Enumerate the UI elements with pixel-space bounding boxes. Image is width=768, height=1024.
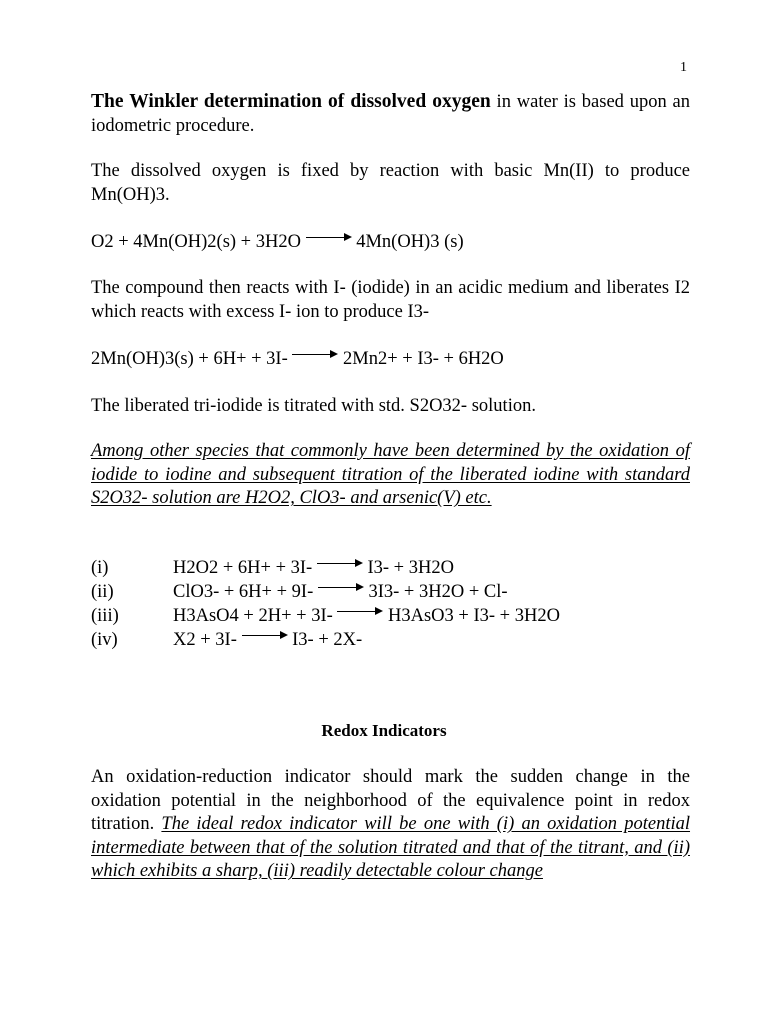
liberated-paragraph: The liberated tri-iodide is titrated with std. S2O32- solution. xyxy=(91,396,536,416)
section-heading: Redox Indicators xyxy=(321,721,447,740)
reaction-number: (iv) xyxy=(91,630,118,650)
equation-1-lhs: O2 + 4Mn(OH)2(s) + 3H2O xyxy=(91,232,301,252)
intro-paragraph xyxy=(91,90,690,138)
reaction-arrow-icon xyxy=(317,559,363,569)
reaction-lhs: H2O2 + 6H+ + 3I- xyxy=(173,558,313,578)
page-number: 1 xyxy=(680,60,687,75)
equation-1 xyxy=(91,231,690,255)
reaction-number: (i) xyxy=(91,558,109,578)
reaction-arrow-icon xyxy=(337,607,383,617)
reaction-number: (iii) xyxy=(91,606,119,626)
equation-2 xyxy=(91,348,690,372)
reaction-arrow-icon xyxy=(242,631,288,641)
fixed-paragraph: The dissolved oxygen is fixed by reaction with basic Mn(II) to produce Mn(OH)3. xyxy=(91,161,690,205)
reaction-row xyxy=(91,629,362,653)
reaction-rhs: H3AsO3 + I3- + 3H2O xyxy=(388,606,560,626)
reaction-lhs: H3AsO4 + 2H+ + 3I- xyxy=(173,606,333,626)
equation-2-lhs: 2Mn(OH)3(s) + 6H+ + 3I- xyxy=(91,349,288,369)
document-title: The Winkler determination of dissolved oxygen xyxy=(91,91,491,112)
reaction-arrow-icon xyxy=(306,233,352,243)
reaction-lhs: X2 + 3I- xyxy=(173,630,237,650)
equation-2-rhs: 2Mn2+ + I3- + 6H2O xyxy=(343,349,504,369)
reaction-row xyxy=(91,557,454,581)
redox-emphasis: The ideal redox indicator will be one with (i) an oxidation potential intermediate between that of the solution titrated and that of the titrant, and (ii) which exhibits a sharp, (iii) readily detectable colour change xyxy=(91,814,691,881)
species-paragraph: Among other species that commonly have been determined by the oxidation of iodide to iodine and subsequent titration of the liberated iodine with standard S2O32- solution are H2O2, ClO3- and arsenic(V) etc. xyxy=(91,441,690,508)
reaction-rhs: 3I3- + 3H2O + Cl- xyxy=(368,582,508,602)
reaction-number: (ii) xyxy=(91,582,114,602)
reaction-lhs: ClO3- + 6H+ + 9I- xyxy=(173,582,314,602)
reaction-arrow-icon xyxy=(292,350,338,360)
reaction-rhs: I3- + 3H2O xyxy=(367,558,454,578)
reaction-row xyxy=(91,581,508,605)
compound-paragraph: The compound then reacts with I- (iodide) in an acidic medium and liberates I2 which reacts with excess I- ion to produce I3- xyxy=(91,278,690,322)
intro-text: in water is based upon an iodometric procedure. xyxy=(91,92,690,136)
equation-1-rhs: 4Mn(OH)3 (s) xyxy=(356,232,464,252)
reaction-rhs: I3- + 2X- xyxy=(292,630,363,650)
reaction-arrow-icon xyxy=(318,583,364,593)
redox-text: An oxidation-reduction indicator should mark the sudden change in the oxidation potential in the neighborhood of the equivalence point in redox titration. xyxy=(91,767,690,834)
redox-paragraph xyxy=(91,766,690,884)
reaction-row xyxy=(91,605,560,629)
